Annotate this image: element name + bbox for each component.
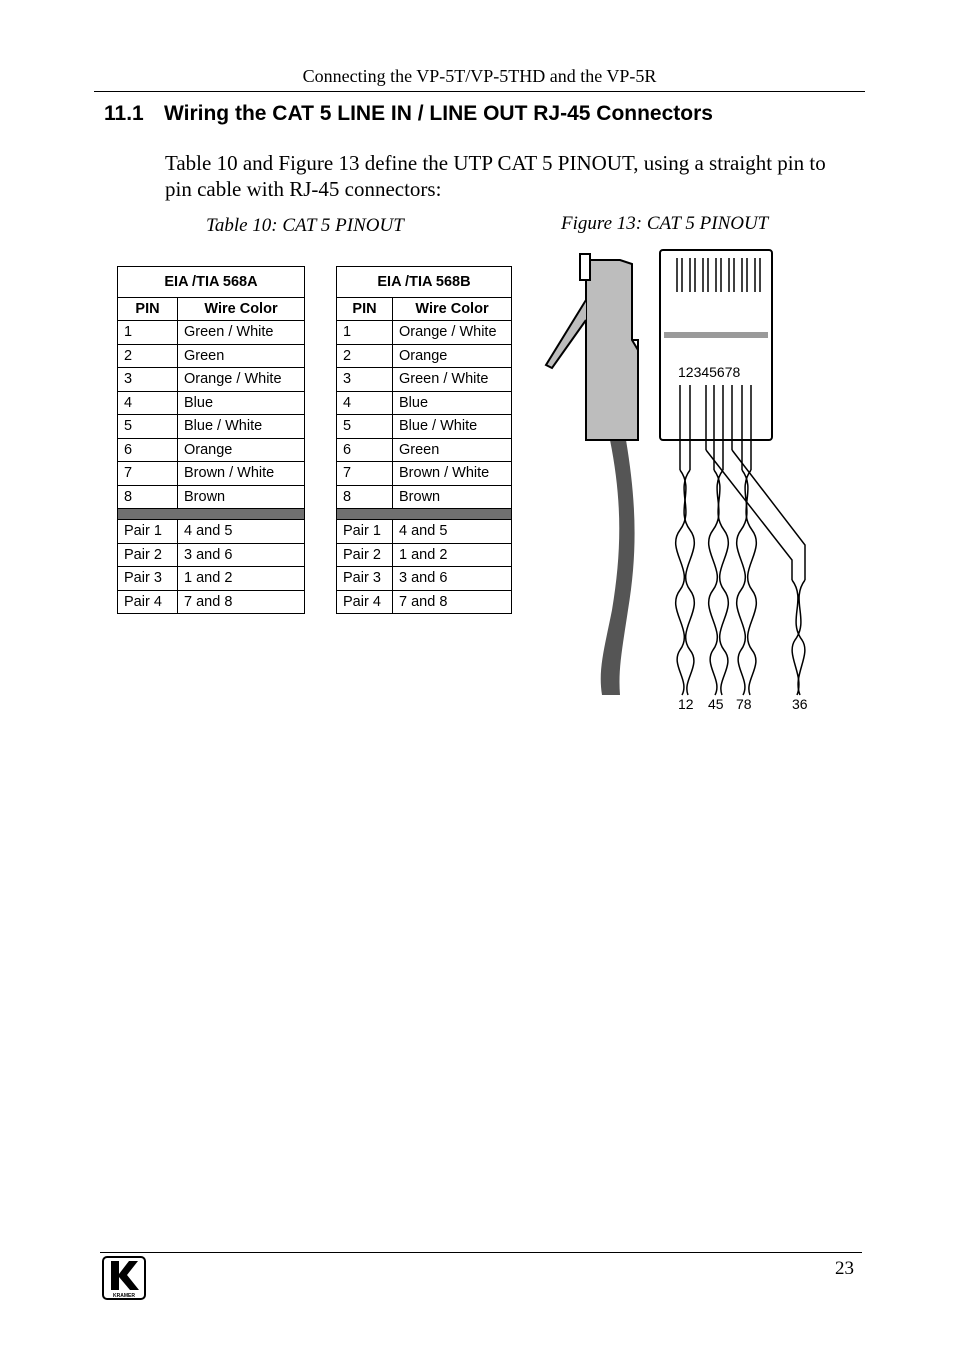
kramer-logo-icon xyxy=(102,1256,146,1300)
column-header-wire-color: Wire Color xyxy=(178,298,305,321)
color-cell: Brown xyxy=(178,485,305,509)
separator-row xyxy=(337,509,512,520)
pair-label: 12 xyxy=(678,696,694,712)
pair-label: 36 xyxy=(792,696,808,712)
section-number: 11.1 xyxy=(104,102,144,125)
pin-cell: 6 xyxy=(337,438,393,462)
pin-cell: 1 xyxy=(337,321,393,345)
intro-paragraph: Table 10 and Figure 13 define the UTP CAT 5 PINOUT, using a straight pin to pin cable with RJ-45 connectors: xyxy=(165,151,826,201)
table-row xyxy=(337,438,512,462)
color-cell: Brown / White xyxy=(178,462,305,486)
table-row xyxy=(337,368,512,392)
pair-row xyxy=(337,590,512,614)
pin-cell: 4 xyxy=(337,391,393,415)
table-row xyxy=(337,462,512,486)
pair-row xyxy=(118,590,305,614)
color-cell: Green / White xyxy=(178,321,305,345)
pin-cell: 8 xyxy=(337,485,393,509)
table-row xyxy=(118,485,305,509)
table-title: EIA /TIA 568B xyxy=(337,267,512,298)
table-title: EIA /TIA 568A xyxy=(118,267,305,298)
pair-row xyxy=(337,567,512,591)
table-eia-tia-568b xyxy=(336,266,512,614)
color-cell: Blue xyxy=(393,391,512,415)
pair-row xyxy=(118,567,305,591)
pin-numbers-label: 12345678 xyxy=(678,364,741,380)
pin-cell: 5 xyxy=(337,415,393,439)
pair-cell: Pair 3 xyxy=(118,567,178,591)
pair-pins-cell: 7 and 8 xyxy=(178,590,305,614)
pin-cell: 3 xyxy=(337,368,393,392)
table-row xyxy=(337,344,512,368)
color-cell: Green xyxy=(178,344,305,368)
pin-cell: 7 xyxy=(118,462,178,486)
color-cell: Blue / White xyxy=(393,415,512,439)
table-row xyxy=(118,344,305,368)
pair-cell: Pair 3 xyxy=(337,567,393,591)
pin-cell: 5 xyxy=(118,415,178,439)
pin-cell: 1 xyxy=(118,321,178,345)
separator-row xyxy=(118,509,305,520)
section-title xyxy=(104,102,713,126)
pair-label: 78 xyxy=(736,696,752,712)
color-cell: Orange / White xyxy=(178,368,305,392)
pair-cell: Pair 1 xyxy=(337,520,393,544)
table-caption: Table 10: CAT 5 PINOUT xyxy=(206,215,404,236)
pair-cell: Pair 4 xyxy=(337,590,393,614)
pair-pins-cell: 4 and 5 xyxy=(393,520,512,544)
pair-label: 45 xyxy=(708,696,724,712)
color-cell: Blue xyxy=(178,391,305,415)
table-eia-tia-568a xyxy=(117,266,305,614)
table-row xyxy=(337,391,512,415)
table-row xyxy=(118,438,305,462)
pair-cell: Pair 2 xyxy=(118,543,178,567)
pin-cell: 2 xyxy=(118,344,178,368)
rj45-plug-side-icon xyxy=(546,254,638,440)
pin-cell: 6 xyxy=(118,438,178,462)
color-cell: Blue / White xyxy=(178,415,305,439)
table-row xyxy=(118,368,305,392)
pair-row xyxy=(118,543,305,567)
column-header-pin: PIN xyxy=(118,298,178,321)
pair-cell: Pair 2 xyxy=(337,543,393,567)
color-cell: Green xyxy=(393,438,512,462)
rj45-pinout-figure xyxy=(530,240,830,720)
table-row xyxy=(337,321,512,345)
color-cell: Green / White xyxy=(393,368,512,392)
table-row xyxy=(337,485,512,509)
pin-cell: 2 xyxy=(337,344,393,368)
table-row xyxy=(118,462,305,486)
color-cell: Brown xyxy=(393,485,512,509)
pair-pins-cell: 3 and 6 xyxy=(178,543,305,567)
rj45-plug-front-icon xyxy=(660,250,808,712)
color-cell: Brown / White xyxy=(393,462,512,486)
pair-row xyxy=(337,520,512,544)
pin-cell: 8 xyxy=(118,485,178,509)
cable-icon xyxy=(601,440,635,695)
table-row xyxy=(337,415,512,439)
section-title-text: Wiring the CAT 5 LINE IN / LINE OUT RJ-45 Connectors xyxy=(164,102,713,125)
table-row xyxy=(118,415,305,439)
color-cell: Orange xyxy=(393,344,512,368)
logo-text: KRAMER xyxy=(113,1293,135,1299)
pair-cell: Pair 4 xyxy=(118,590,178,614)
table-row xyxy=(118,391,305,415)
column-header-pin: PIN xyxy=(337,298,393,321)
figure-caption: Figure 13: CAT 5 PINOUT xyxy=(561,213,769,234)
pair-pins-cell: 3 and 6 xyxy=(393,567,512,591)
twisted-pairs-icon xyxy=(676,470,805,695)
pair-row xyxy=(337,543,512,567)
table-row xyxy=(118,321,305,345)
column-header-wire-color: Wire Color xyxy=(393,298,512,321)
pin-cell: 3 xyxy=(118,368,178,392)
footer-rule xyxy=(100,1252,862,1253)
pair-pins-cell: 1 and 2 xyxy=(393,543,512,567)
page-number: 23 xyxy=(835,1258,854,1279)
header-rule xyxy=(94,91,865,92)
pair-pins-cell: 1 and 2 xyxy=(178,567,305,591)
color-cell: Orange xyxy=(178,438,305,462)
pair-pins-cell: 7 and 8 xyxy=(393,590,512,614)
pair-row xyxy=(118,520,305,544)
pair-cell: Pair 1 xyxy=(118,520,178,544)
pair-pins-cell: 4 and 5 xyxy=(178,520,305,544)
pin-cell: 7 xyxy=(337,462,393,486)
pin-cell: 4 xyxy=(118,391,178,415)
color-cell: Orange / White xyxy=(393,321,512,345)
running-header: Connecting the VP-5T/VP-5THD and the VP-5R xyxy=(302,66,657,86)
